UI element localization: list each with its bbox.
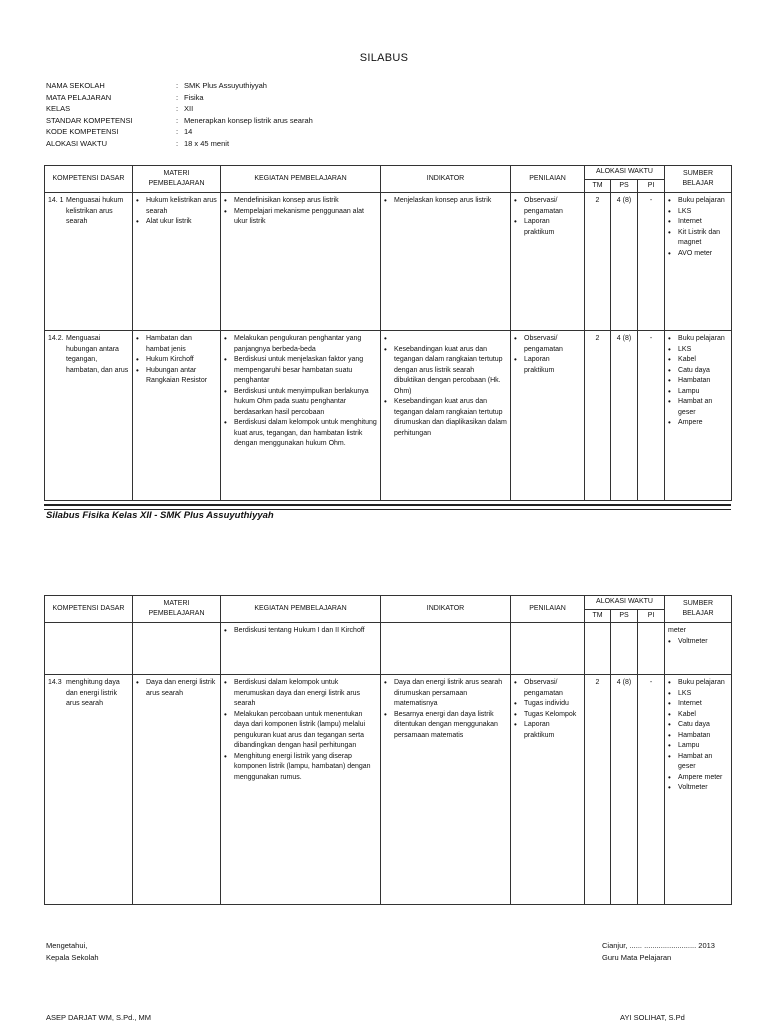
- indikator-cell: [381, 623, 511, 675]
- header-sumber-belajar: SUMBER BELAJAR: [665, 596, 732, 623]
- list-item: • Voltmeter: [668, 637, 728, 648]
- list-item: • Buku pelajaran: [668, 196, 728, 207]
- pi-cell: -: [638, 675, 665, 905]
- info-label: KODE KOMPETENSI: [46, 127, 119, 136]
- list-item: • Berdiskusi untuk menjelaskan faktor yang mempengaruhi besar hambatan suatu penghantar: [224, 355, 377, 387]
- principal-title: Kepala Sekolah: [46, 953, 99, 962]
- penilaian-cell: [511, 675, 585, 905]
- info-value: Menerapkan konsep listrik arus searah: [184, 115, 313, 125]
- list-item: • Voltmeter: [668, 783, 728, 794]
- list-item: • Ampere: [668, 418, 728, 429]
- list-item: • Hambat an geser: [668, 397, 728, 418]
- table-row: [45, 623, 732, 675]
- header-alokasi-waktu: ALOKASI WAKTU: [585, 166, 665, 180]
- sumber-cell: [665, 623, 732, 675]
- header-materi: MATERI PEMBELAJARAN: [133, 596, 221, 623]
- list-item: • Lampu: [668, 387, 728, 398]
- header-ps: PS: [611, 179, 638, 193]
- pi-cell: [638, 623, 665, 675]
- sumber-cell: [665, 675, 732, 905]
- header-kompetensi-dasar: KOMPETENSI DASAR: [45, 596, 133, 623]
- kd-cell: [45, 193, 133, 331]
- list-item: • Melakukan pengukuran penghantar yang panjangnya berbeda-beda: [224, 334, 377, 355]
- document-title: SILABUS: [359, 52, 409, 64]
- info-value: 18 x 45 menit: [184, 138, 230, 148]
- header-sumber-belajar: SUMBER BELAJAR: [665, 166, 732, 193]
- school-info: [46, 80, 313, 149]
- indikator-cell: [381, 193, 511, 331]
- ps-cell: 4 (8): [611, 193, 638, 331]
- list-item: • Melakukan percobaan untuk menentukan daya dari komponen listrik (lampu) melalui pengukuran kuat arus dan tegangan serta dibandingkan dengan hasil perhitungan: [224, 710, 377, 752]
- list-item: • Hambat an geser: [668, 752, 728, 773]
- ps-cell: [611, 623, 638, 675]
- sumber-continued: meter: [668, 627, 686, 634]
- table-row: [45, 331, 732, 501]
- list-item: • Observasi/ pengamatan: [514, 334, 581, 355]
- list-item: • Daya dan energi listrik arus searah dirumuskan persamaan matematisnya: [384, 678, 507, 710]
- header-tm: TM: [585, 609, 611, 623]
- signature-right: [602, 940, 715, 964]
- list-item: • Buku pelajaran: [668, 678, 728, 689]
- info-value: 14: [184, 127, 193, 136]
- tm-cell: 2: [585, 193, 611, 331]
- tm-cell: 2: [585, 331, 611, 501]
- ps-cell: 4 (8): [611, 331, 638, 501]
- signature-left: [46, 940, 99, 964]
- kd-text: Menguasai hubungan antara tegangan, hambatan, dan arus: [66, 335, 129, 374]
- header-indikator: INDIKATOR: [381, 166, 511, 193]
- kegiatan-cell: [221, 331, 381, 501]
- header-penilaian: PENILAIAN: [511, 166, 585, 193]
- list-item: • Observasi/ pengamatan: [514, 678, 581, 699]
- list-item: • Internet: [668, 217, 728, 228]
- list-item: • LKS: [668, 689, 728, 700]
- list-item: [384, 334, 507, 345]
- list-item: • Laporan praktikum: [514, 355, 581, 376]
- acknowledged-label: Mengetahui,: [46, 941, 88, 950]
- tm-cell: 2: [585, 675, 611, 905]
- materi-cell: [133, 193, 221, 331]
- kegiatan-cell: [221, 675, 381, 905]
- kegiatan-cell: [221, 623, 381, 675]
- info-row: ALOKASI WAKTU : 18 x 45 menit: [46, 138, 230, 148]
- kd-cell: [45, 331, 133, 501]
- list-item: • Internet: [668, 699, 728, 710]
- syllabus-table-page1: [44, 165, 732, 501]
- sumber-cell: [665, 193, 732, 331]
- list-item: • LKS: [668, 207, 728, 218]
- indikator-cell: [381, 675, 511, 905]
- pi-cell: -: [638, 193, 665, 331]
- materi-cell: [133, 623, 221, 675]
- list-item: • Berdiskusi dalam kelompok untuk menghitung kuat arus, tegangan, dan hambatan listrik dengan menggunakan hukum Ohm.: [224, 418, 377, 450]
- list-item: • Kesebandingan kuat arus dan tegangan dalam rangkaian tertutup dirumuskan dan diaplikasikan dalam perhitungan: [384, 397, 507, 439]
- list-item: • Laporan praktikum: [514, 217, 581, 238]
- list-item: • Tugas Kelompok: [514, 710, 581, 721]
- principal-name: ASEP DARJAT WM, S.Pd., MM: [46, 1013, 152, 1022]
- list-item: • Mendefinisikan konsep arus listrik: [224, 196, 377, 207]
- list-item: • Besarnya energi dan daya listrik ditentukan dengan menggunakan persamaan matematis: [384, 710, 507, 742]
- header-kompetensi-dasar: KOMPETENSI DASAR: [45, 166, 133, 193]
- list-item: • Hambatan: [668, 376, 728, 387]
- list-item: • Observasi/ pengamatan: [514, 196, 581, 217]
- header-materi: MATERI PEMBELAJARAN: [133, 166, 221, 193]
- header-ps: PS: [611, 609, 638, 623]
- header-kegiatan: KEGIATAN PEMBELAJARAN: [221, 596, 381, 623]
- list-item: • Menjelaskan konsep arus listrik: [384, 196, 507, 207]
- list-item: • Laporan praktikum: [514, 720, 581, 741]
- kd-text: Menguasai hukum kelistrikan arus searah: [66, 197, 124, 225]
- info-row: MATA PELAJARAN : Fisika: [46, 92, 204, 102]
- info-row: NAMA SEKOLAH : SMK Plus Assuyuthiyyah: [46, 81, 267, 90]
- materi-cell: [133, 675, 221, 905]
- info-label: KELAS: [46, 104, 71, 113]
- header-alokasi-waktu: ALOKASI WAKTU: [585, 596, 665, 610]
- list-item: • Buku pelajaran: [668, 334, 728, 345]
- list-item: • Hukum kelistrikan arus searah: [136, 196, 217, 217]
- place-date: Cianjur, ...... ......................... 2013: [602, 941, 715, 950]
- list-item: • Kabel: [668, 355, 728, 366]
- penilaian-cell: [511, 193, 585, 331]
- list-item: • Catu daya: [668, 366, 728, 377]
- syllabus-table-page2: [44, 595, 732, 905]
- list-item: • LKS: [668, 345, 728, 356]
- list-item: • Hambatan: [668, 731, 728, 742]
- kd-number: 14. 1: [48, 197, 64, 204]
- info-label: STANDAR KOMPETENSI: [46, 115, 133, 125]
- list-item: • Catu daya: [668, 720, 728, 731]
- page-footer-text: Silabus Fisika Kelas XII - SMK Plus Assuyuthiyyah: [46, 510, 274, 521]
- list-item: • Daya dan energi listrik arus searah: [136, 678, 217, 699]
- info-value: Fisika: [184, 92, 204, 102]
- header-pi: PI: [638, 609, 665, 623]
- info-label: ALOKASI WAKTU: [46, 138, 107, 148]
- list-item: • Hambatan dan hambat jenis: [136, 334, 217, 355]
- info-row: KODE KOMPETENSI : 14: [46, 127, 193, 136]
- list-item: • Alat ukur listrik: [136, 217, 217, 228]
- list-item: • Hubungan antar Rangkaian Resistor: [136, 366, 217, 387]
- info-label: MATA PELAJARAN: [46, 92, 112, 102]
- header-penilaian: PENILAIAN: [511, 596, 585, 623]
- header-pi: PI: [638, 179, 665, 193]
- materi-cell: [133, 331, 221, 501]
- kegiatan-cell: [221, 193, 381, 331]
- table-row: [45, 193, 732, 331]
- info-label: NAMA SEKOLAH: [46, 81, 105, 90]
- list-item: • Tugas individu: [514, 699, 581, 710]
- info-value: XII: [184, 104, 194, 113]
- kd-cell: [45, 623, 133, 675]
- list-item: • Berdiskusi tentang Hukum I dan II Kirchoff: [224, 626, 377, 637]
- kd-text: menghitung daya dan energi listrik arus searah: [66, 679, 120, 707]
- teacher-title: Guru Mata Pelajaran: [602, 953, 672, 962]
- header-kegiatan: KEGIATAN PEMBELAJARAN: [221, 166, 381, 193]
- teacher-name: AYI SOLIHAT, S.Pd: [620, 1013, 685, 1022]
- info-row: KELAS : XII: [46, 104, 194, 113]
- indikator-cell: [381, 331, 511, 501]
- sumber-cell: [665, 331, 732, 501]
- list-item: • Lampu: [668, 741, 728, 752]
- header-indikator: INDIKATOR: [381, 596, 511, 623]
- penilaian-cell: [511, 623, 585, 675]
- list-item: • Kabel: [668, 710, 728, 721]
- header-tm: TM: [585, 179, 611, 193]
- list-item: • Kesebandingan kuat arus dan tegangan dalam rangkaian tertutup dengan arus listrik searah dibuktikan dengan percobaan (Hk. Ohm): [384, 345, 507, 398]
- penilaian-cell: [511, 331, 585, 501]
- kd-cell: [45, 675, 133, 905]
- list-item: • Hukum Kirchoff: [136, 355, 217, 366]
- kd-number: 14.3: [48, 679, 62, 686]
- pi-cell: -: [638, 331, 665, 501]
- list-item: • Menghitung energi listrik yang diserap komponen listrik (lampu, hambatan) dengan menggunakan rumus.: [224, 752, 377, 784]
- info-row: STANDAR KOMPETENSI : Menerapkan konsep listrik arus searah: [46, 115, 313, 125]
- table-row: [45, 675, 732, 905]
- list-item: • Berdiskusi dalam kelompok untuk merumuskan daya dan energi listrik arus searah: [224, 678, 377, 710]
- list-item: • Ampere meter: [668, 773, 728, 784]
- list-item: • Mempelajari mekanisme penggunaan alat ukur listrik: [224, 207, 377, 228]
- list-item: • Kit Listrik dan magnet: [668, 228, 728, 249]
- tm-cell: [585, 623, 611, 675]
- list-item: • AVO meter: [668, 249, 728, 260]
- list-item: • Berdiskusi untuk menyimpulkan berlakunya hukum Ohm pada suatu penghantar berdasarkan hasil percobaan: [224, 387, 377, 419]
- ps-cell: 4 (8): [611, 675, 638, 905]
- kd-number: 14.2.: [48, 335, 64, 342]
- info-value: SMK Plus Assuyuthiyyah: [184, 81, 267, 90]
